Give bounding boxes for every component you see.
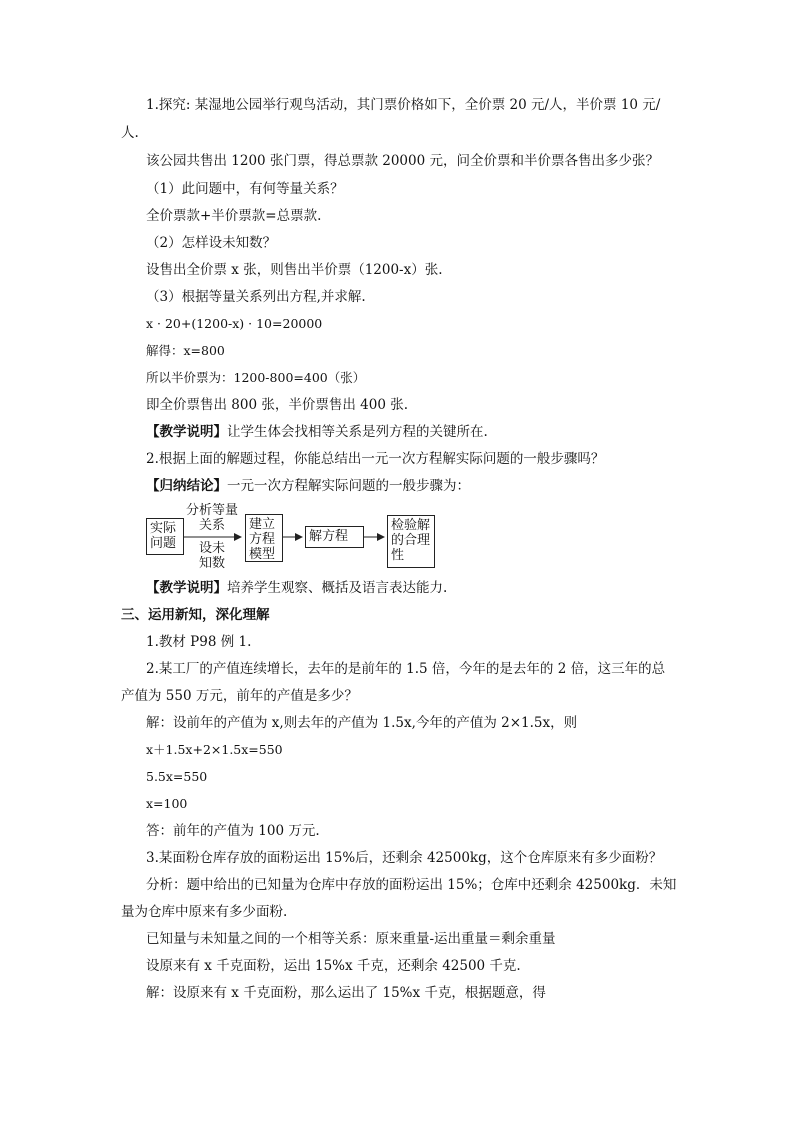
- teaching-note-text: 让学生体会找相等关系是列方程的关键所在.: [227, 424, 488, 440]
- flow-box-solve: 解方程: [305, 526, 364, 548]
- item3-relation: 已知量与未知量之间的一个相等关系：原来重量-运出重量＝剩余重量: [146, 931, 556, 947]
- answer1: 即全价票售出 800 张，半价票售出 400 张.: [146, 397, 408, 413]
- section-heading: 三、运用新知，深化理解: [121, 607, 270, 623]
- flow-box-build-model: 建立方程模型: [245, 514, 283, 562]
- step1-answer: 全价票款+半价票款=总票款.: [146, 208, 322, 224]
- half-price-calc: 所以半价票为：1200-800=400（张）: [146, 370, 366, 385]
- problem1-question: 该公园共售出 1200 张门票，得总票款 20000 元，问全价票和半价票各售出多少张？: [146, 153, 659, 169]
- problem1-line1: 1.探究: 某湿地公园举行观鸟活动，其门票价格如下，全价票 20 元/人，半价票 10 元/: [146, 97, 661, 113]
- teaching-note-tag: 【教学说明】: [146, 580, 227, 596]
- conclusion-tag: 【归纳结论】: [146, 478, 227, 494]
- item3-analysis-line2: 量为仓库中原来有多少面粉.: [121, 904, 288, 920]
- teaching-note-text: 培养学生观察、概括及语言表达能力.: [227, 580, 448, 596]
- item2-eq1: x＋1.5x+2×1.5x=550: [146, 742, 283, 757]
- problem1-line2: 人.: [121, 125, 139, 141]
- flow-box-real-problem: 实际问题: [146, 518, 184, 555]
- item2-eq2: 5.5x=550: [146, 769, 208, 784]
- step2-question: （2）怎样设未知数？: [146, 235, 277, 251]
- flow-label-set-unknown: 设未知数: [198, 541, 225, 571]
- equation: x · 20+(1200-x) · 10=20000: [146, 316, 323, 331]
- item3: 3.某面粉仓库存放的面粉运出 15%后，还剩余 42500kg，这个仓库原来有多少面粉？: [146, 850, 663, 866]
- solution: 解得：x=800: [146, 343, 225, 358]
- flow-box-verify: 检验解的合理性: [387, 515, 435, 568]
- step1-question: （1）此问题中，有何等量关系？: [146, 181, 344, 197]
- item2-solution: 解：设前年的产值为 x,则去年的产值为 1.5x,今年的产值为 2×1.5x，则: [146, 715, 578, 731]
- item2-answer: 答：前年的产值为 100 万元.: [146, 823, 320, 839]
- item2-line2: 产值为 550 万元，前年的产值是多少？: [121, 688, 358, 704]
- item2-eq3: x=100: [146, 796, 188, 811]
- teaching-note-tag: 【教学说明】: [146, 424, 227, 440]
- conclusion-text: 一元一次方程解实际问题的一般步骤为：: [227, 478, 470, 494]
- teaching-note-2: [146, 578, 447, 598]
- item3-solution: 解：设原来有 x 千克面粉，那么运出了 15%x 千克，根据题意，得: [146, 985, 546, 1001]
- item3-analysis-line1: 分析：题中给出的已知量为仓库中存放的面粉运出 15%；仓库中还剩余 42500kg．未知: [146, 877, 677, 893]
- flow-label-analyze: 分析等量关系: [186, 503, 239, 533]
- step3-question: （3）根据等量关系列出方程,并求解.: [146, 289, 366, 305]
- item1: 1.教材 P98 例 1.: [146, 634, 252, 650]
- item2-line1: 2.某工厂的产值连续增长，去年的是前年的 1.5 倍，今年的是去年的 2 倍，这三年的总: [146, 661, 666, 677]
- question2: 2.根据上面的解题过程，你能总结出一元一次方程解实际问题的一般步骤吗？: [146, 451, 605, 467]
- item3-setup: 设原来有 x 千克面粉，运出 15%x 千克，还剩余 42500 千克.: [146, 958, 521, 974]
- step2-answer: 设售出全价票 x 张，则售出半价票（1200-x）张.: [146, 262, 443, 278]
